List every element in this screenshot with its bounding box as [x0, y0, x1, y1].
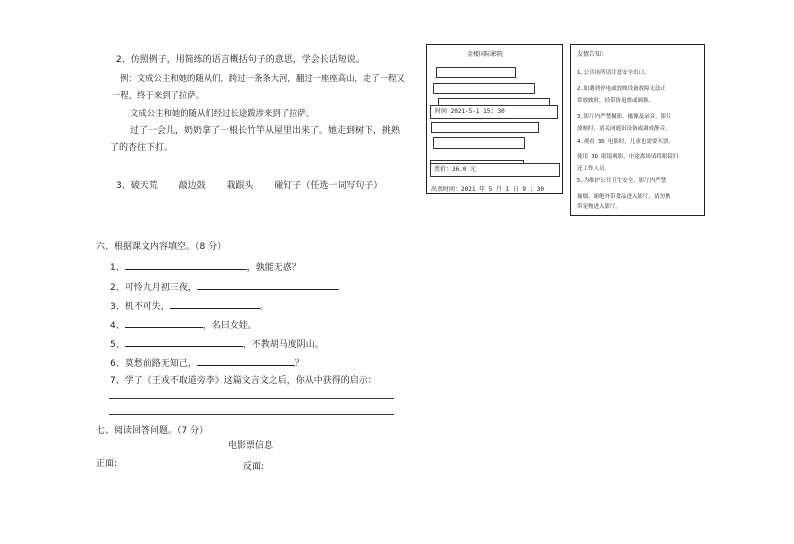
- fill-blank[interactable]: [125, 337, 243, 347]
- fill-blank[interactable]: [125, 318, 203, 328]
- ticket-row: [436, 67, 516, 78]
- ticket-row: [431, 122, 539, 133]
- q3-word-1: 破天荒: [130, 181, 158, 191]
- notice-line: 1.公共场所请注意安全出口。: [577, 70, 650, 76]
- q3-word-3: 栽跟头: [226, 181, 254, 191]
- fill-item-2: 2、可怜九月初三夜，: [110, 280, 339, 294]
- front-label: 正面:: [96, 459, 118, 469]
- fill-item-1: 1、 ，孰能无惑？: [110, 260, 301, 274]
- q2-summary: 文成公主和她的随从们经过长途跋涉来到了拉萨。: [130, 108, 315, 118]
- notice-line: 使用 3D 眼镜观影，中途离场请将眼镜归: [577, 154, 679, 160]
- section6-title: 六、根据课文内容填空。（8 分）: [96, 242, 227, 252]
- fill-blank[interactable]: [170, 299, 260, 309]
- notice-line: 2.如遇到停电或放映设备故障无法正: [577, 86, 667, 92]
- q3-prefix: 3、: [116, 181, 131, 191]
- fill-item-5: 5、 ，不教胡马度阴山。: [110, 337, 324, 351]
- q3-line: [116, 180, 382, 192]
- q2-sentence-line1: 过了一会儿，奶奶拿了一根长竹竿从屋里出来了。她走到树下，挑熟: [130, 126, 401, 136]
- q3-word-4: 碰钉子（任选一词写句子）: [274, 181, 383, 191]
- cinema-name: 金楼国际影院: [467, 51, 504, 58]
- fill-item-4: 4、 ，名曰女娃。: [110, 318, 257, 332]
- q3-word-2: 敲边鼓: [178, 181, 206, 191]
- fill-item-3: 3、机不可失， 。: [110, 299, 269, 313]
- notice-line: 带宠物进入影厅。: [577, 204, 622, 210]
- fill-item-6: 6、莫愁前路无知己， ？: [110, 356, 304, 370]
- q2-example-line1: 例：文成公主和她的随从们，跨过一条条大河，翻过一座座高山，走了一程又: [120, 73, 405, 83]
- notice-line: 还工作人员。: [577, 166, 611, 172]
- fill-blank[interactable]: [125, 260, 247, 270]
- fill-blank[interactable]: [197, 280, 339, 290]
- notice-line: 5.为维护公共卫生安全，影厅内严禁: [577, 178, 667, 184]
- ticket-row: [433, 137, 525, 149]
- section7-title: 七、阅读回答问题。（7 分）: [96, 426, 209, 436]
- q2-example-line2: 一程，终于来到了拉萨。: [112, 90, 205, 100]
- ticket-row: [430, 105, 558, 119]
- notice-title: 友情告知：: [577, 51, 608, 58]
- fill-blank[interactable]: [197, 356, 295, 366]
- notice-line: 放映时，请关闭通讯设备或调成静音。: [577, 126, 671, 132]
- answer-line-2[interactable]: [109, 414, 394, 415]
- q2-sentence-line2: 了的杏往下打。: [110, 143, 174, 153]
- ticket-row: [430, 163, 560, 177]
- ticket-row: [433, 83, 535, 94]
- ticket-back-notice: [570, 44, 705, 216]
- notice-line: 抽烟，谢绝外带食品进入影厅，请勿携: [577, 194, 671, 200]
- issue-time: 出票时间：2021 年 5 月 1 日 9 : 30: [431, 186, 545, 192]
- back-label: 反面:: [243, 462, 265, 472]
- show-time: 时间 2021-5-1 15: 30: [435, 108, 505, 115]
- q2-title: 2、仿照例子，用简练的语言概括句子的意思，学会长话短说。: [116, 55, 365, 65]
- notice-line: 常放映时，经带协退票或调换。: [577, 98, 655, 104]
- answer-line-1[interactable]: [109, 398, 394, 399]
- notice-line: 4.观看 3D 电影时，儿童也需要买票。: [577, 139, 674, 145]
- ticket-front: [426, 44, 563, 194]
- fill-item-7: 7、学了《王戎不取道旁李》这篇文言文之后，你从中获得的启示：: [110, 376, 377, 386]
- ticket-info-title: 电影票信息: [228, 441, 274, 451]
- notice-line: 3.影厅内严禁摄影、摄像及录音，影片: [577, 114, 672, 120]
- price: 票价：36.0 元: [434, 166, 477, 173]
